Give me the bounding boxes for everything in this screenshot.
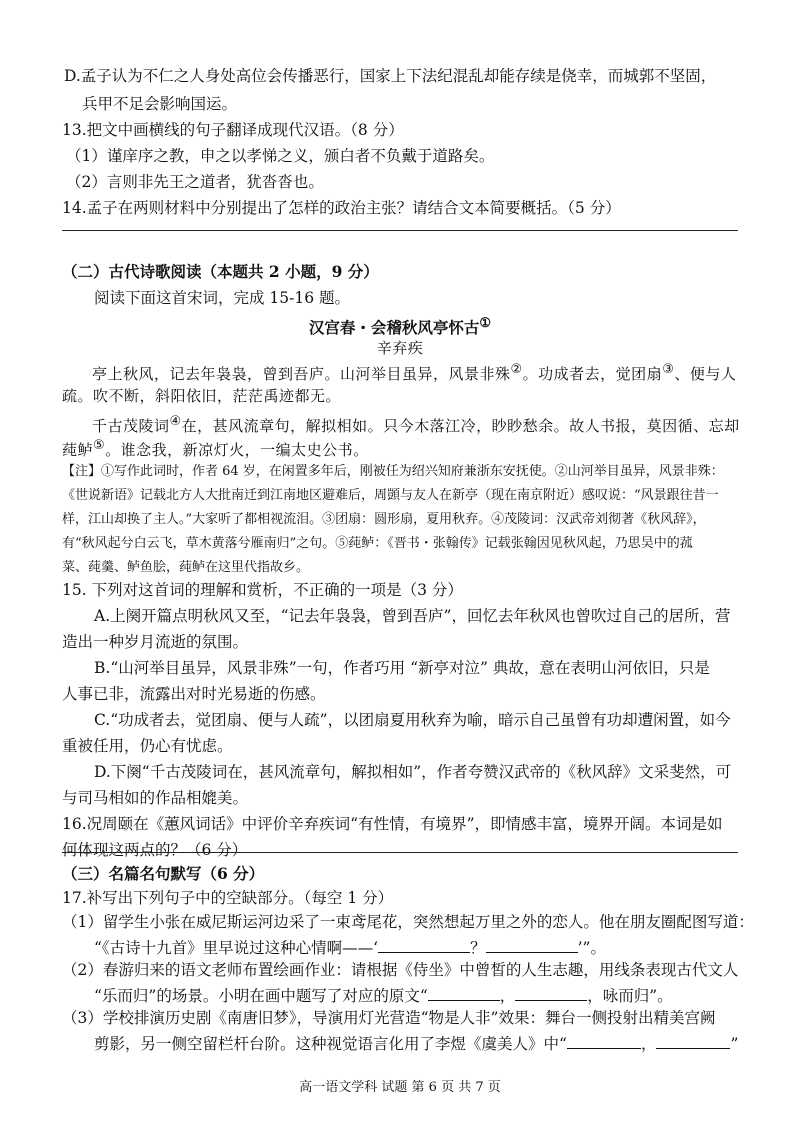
poem-line-1c: 、便与人 xyxy=(674,365,737,383)
poem-line-1 xyxy=(92,360,736,384)
q15-title: 15. 下列对这首词的理解和赏析，不正确的一项是（3 分） xyxy=(62,581,463,599)
answer-blank-1[interactable] xyxy=(378,936,470,953)
answer-blank-2[interactable] xyxy=(486,936,578,953)
q13-item-2: （2）言则非先王之道者，犹沓沓也。 xyxy=(66,173,324,191)
poem-line-1b: 。功成者去，觉团扇 xyxy=(522,365,663,383)
section-divider xyxy=(62,852,738,853)
q17-item-1-sep: ？ xyxy=(470,939,486,957)
answer-blank-6[interactable] xyxy=(656,1032,730,1049)
q17-item-1-line1: （1）留学生小张在威尼斯运河边采了一束鸢尾花，突然想起万里之外的恋人。他在朋友圈配图写道： xyxy=(62,913,754,931)
q15-option-c-line2: 重被任用，仍心有忧虑。 xyxy=(62,737,233,755)
section2-intro: 阅读下面这首宋词，完成 15-16 题。 xyxy=(94,289,351,307)
poem-note-2: ② xyxy=(510,362,523,377)
poem-note-line: 有“秋风起兮白云飞，草木黄落兮雁南归”之句。⑤莼鲈：《晋书・张翰传》记载张翰因见秋风起，乃思吴中的菰 xyxy=(62,536,693,551)
poem-line-1a: 亭上秋风，记去年袅袅，曾到吾庐。山河举目虽异，风景非殊 xyxy=(92,365,511,383)
section-divider xyxy=(62,230,738,231)
poem-note-line: 《世说新语》记载北方人大批南迁到江南地区避难后，周顗与友人在新亭（现在南京附近）感叹说：“风景跟往昔一 xyxy=(62,488,719,503)
q17-item-3-sep: ， xyxy=(640,1035,657,1053)
q12-option-d-line1: D.孟子认为不仁之人身处高位会传播恶行，国家上下法纪混乱却能存续是侥幸，而城郭不坚固， xyxy=(64,67,717,85)
poem-title-note: ① xyxy=(479,316,492,331)
poem-title xyxy=(0,314,800,338)
q17-item-2-line1: （2）春游归来的语文老师布置绘画作业：请根据《侍坐》中曾皙的人生志趣，用线条表现古代文人 xyxy=(62,961,739,979)
q17-item-2-sep: ， xyxy=(499,987,516,1005)
section3-heading: （三）名篇名句默写（6 分） xyxy=(62,864,265,883)
q15-option-d-line2: 与司马相如的作品相媲美。 xyxy=(62,789,249,807)
poem-note-5: ⑤ xyxy=(93,438,106,453)
section2-heading: （二）古代诗歌阅读（本题共 2 小题，9 分） xyxy=(62,262,379,281)
q15-option-b-line1: B.“山河举目虽异，风景非殊”一句，作者巧用 “新亭对泣” 典故，意在表明山河依旧，只是 xyxy=(94,659,710,677)
q17-item-3-prefix: 剪影，另一侧空留栏杆台阶。这种视觉语言化用了李煜《虞美人》中“ xyxy=(94,1035,567,1053)
q17-item-3-line2 xyxy=(94,1032,738,1054)
poem-note-line: 样，江山却换了主人。”大家听了都相视流泪。③团扇：圆形扇，夏用秋弃。④茂陵词：汉武帝刘彻著《秋风辞》， xyxy=(62,512,706,527)
poem-line-4a: 莼鲈 xyxy=(62,441,94,459)
q15-option-a-line1: A.上阕开篇点明秋风又至，“记去年袅袅，曾到吾庐”，回忆去年秋风也曾吹过自己的居所，营 xyxy=(94,607,731,625)
q16-line2: 何体现这两点的？（6 分） xyxy=(62,841,248,859)
q17-item-3-line1: （3）学校排演历史剧《南唐旧梦》，导演用灯光营造“物是人非”效果：舞台一侧投射出精美宫阙 xyxy=(62,1009,716,1027)
q17-item-1-prefix: “《古诗十九首》里早说过这种心情啊——‘ xyxy=(94,939,379,957)
q17-item-2-prefix: “乐而归”的场景。小明在画中题写了对应的原文“ xyxy=(94,987,428,1005)
q17-title: 17.补写出下列句子中的空缺部分。（每空 1 分） xyxy=(62,889,394,907)
poem-line-3 xyxy=(92,412,740,436)
q12-option-d-line2: 兵甲不足会影响国运。 xyxy=(82,95,238,113)
answer-blank-3[interactable] xyxy=(428,984,500,1001)
answer-blank-4[interactable] xyxy=(515,984,587,1001)
q15-option-a-line2: 造出一种岁月流逝的氛围。 xyxy=(62,633,249,651)
poem-author: 辛弃疾 xyxy=(376,339,424,357)
q17-item-3-suffix: ” xyxy=(730,1035,739,1053)
poem-line-3a: 千古茂陵词 xyxy=(92,417,170,435)
q17-item-1-suffix: ’”。 xyxy=(577,939,606,957)
poem-note-line: 【注】①写作此词时，作者 64 岁，在闲置多年后，刚被任为绍兴知府兼浙东安抚使。②山河举目虽异，风景非殊： xyxy=(62,464,724,479)
poem-title-text: 汉宫春・会稽秋风亭怀古 xyxy=(308,318,480,338)
q13-title: 13.把文中画横线的句子翻译成现代汉语。（8 分） xyxy=(62,121,404,139)
q17-item-2-line2 xyxy=(94,984,673,1006)
q15-option-d-line1: D.下阕“千古茂陵词在，甚风流章句，解拟相如”，作者夸赞汉武帝的《秋风辞》文采斐然，可 xyxy=(94,763,732,781)
q13-item-1: （1）谨庠序之教，申之以孝悌之义，颁白者不负戴于道路矣。 xyxy=(66,147,495,165)
poem-line-3b: 在，甚风流章句，解拟相如。只今木落江冷，眇眇愁余。故人书报，莫因循、忘却 xyxy=(181,417,740,435)
poem-line-2: 疏。吹不断，斜阳依旧，茫茫禹迹都无。 xyxy=(62,387,342,405)
poem-line-4b: 。谁念我，新凉灯火，一编太史公书。 xyxy=(105,441,369,459)
q16-line1: 16.况周颐在《蕙风词话》中评价辛弃疾词“有性情，有境界”，即情感丰富，境界开阔。本词是如 xyxy=(62,815,723,833)
poem-note-3: ③ xyxy=(662,362,675,377)
poem-note-line: 菜、莼羹、鲈鱼脍，莼鲈在这里代指故乡。 xyxy=(62,560,310,575)
poem-line-4 xyxy=(62,436,369,460)
q15-option-c-line1: C.“功成者去，觉团扇、便与人疏”，以团扇夏用秋弃为喻，暗示自己虽曾有功却遭闲置，如今 xyxy=(94,711,731,729)
q15-option-b-line2: 人事已非，流露出对时光易逝的伤感。 xyxy=(62,685,326,703)
q17-item-1-line2 xyxy=(94,936,606,958)
answer-blank-5[interactable] xyxy=(567,1032,641,1049)
poem-note-4: ④ xyxy=(169,414,182,429)
q14-title: 14.孟子在两则材料中分别提出了怎样的政治主张？请结合文本简要概括。（5 分） xyxy=(62,199,621,217)
q17-item-2-suffix: ，咏而归”。 xyxy=(587,987,673,1005)
page-footer: 高一语文学科 试题 第 6 页 共 7 页 xyxy=(299,1080,501,1095)
